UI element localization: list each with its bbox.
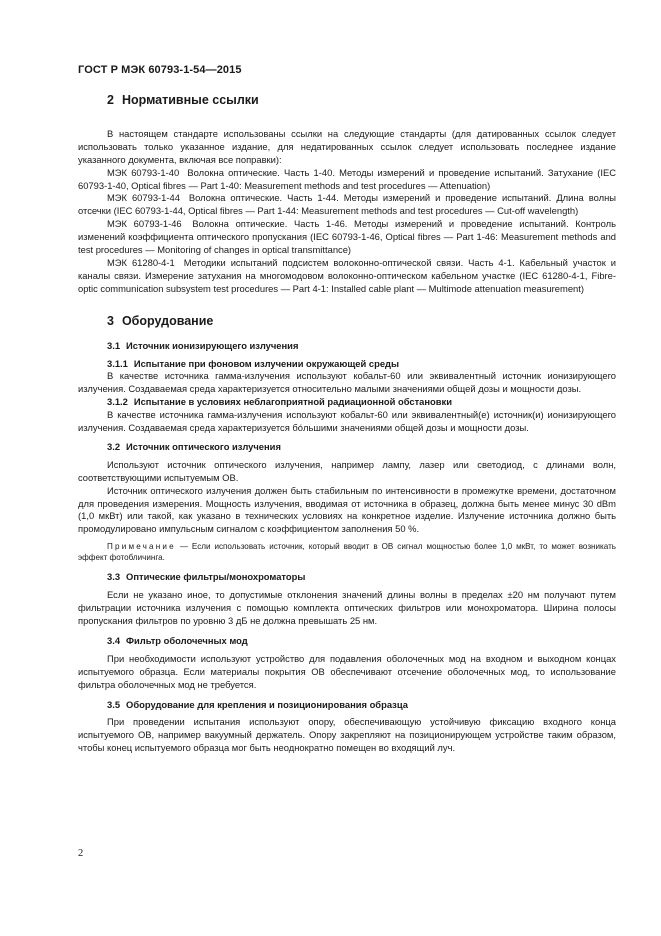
subsection-3-1-number: 3.1 [107,339,121,351]
subsection-3-2-text-2: Источник оптического излучения должен быть стабильным по интенсивности в промежутке времени, достаточном для проведения измерения. Мощность излучения, вводимая от источника в образец, должна быть менее минус 30 dBm (1,0 мкВт) или такой, как указано в технических условиях на конкретное изделие. Излучение источника должно быть промодулировано импульсным сигналом с коэффициентом заполнения 50 %. [78,484,616,535]
subsection-3-4-text: При необходимости используют устройство для подавления оболочечных мод на входном и выходном концах испытуемого образца. Если материалы покрытия ОВ обеспечивают отсечение оболочечных мод, то использование фильтра оболочечных мод не требуется. [78,652,616,690]
normative-ref-1-text: Волокна оптические. Часть 1-40. Методы измерений и проведение испытаний. Затухание (IEC 60793-1-40, Optical fibres — Part 1-40: Measurement methods and test procedures — Attenuation) [78,166,617,191]
normative-ref-2-code: МЭК 60793-1-44 [107,192,180,204]
normative-ref-2-text: Волокна оптические. Часть 1-44. Методы измерений и проведение испытаний. Длина волны отсечки (IEC 60793-1-44, Optical fibres — Part 1-44: Measurement methods and test procedures — Cut-off wavelength) [78,192,616,217]
page-content [78,94,616,755]
subsection-3-3-heading [78,571,616,584]
subsection-3-4-number: 3.4 [107,634,121,646]
subsection-3-4-heading [78,635,616,648]
subsection-3-5-text: При проведении испытания используют опору, обеспечивающую устойчивую фиксацию входного конца испытуемого ОВ, например вакуумный держатель. Опору закрепляют на позиционирующем устройстве таким образом, чтобы конец испытуемого образца мог быть неоднократно помещен во входящий луч. [78,716,616,754]
subsection-3-2-note [78,541,616,563]
note-text: — Если использовать источник, который вводит в ОВ сигнал мощностью более 1,0 мкВт, то может возникать эффект фотобличинга. [78,542,617,563]
subsection-3-5-title: Оборудование для крепления и позиционирования образца [126,698,408,710]
note-label: Примечание [107,542,176,552]
normative-ref-2 [78,192,616,218]
subsection-3-2-number: 3.2 [107,440,121,452]
normative-ref-3-code: МЭК 60793-1-46 [107,218,182,230]
subsection-3-2-heading [78,441,616,454]
section-2-intro: В настоящем стандарте использованы ссылки на следующие стандарты (для датированных ссылок следует использовать только указанное издание, для недатированных ссылок следует использовать последнее издание указанного документа, включая все поправки): [78,127,616,165]
subsection-3-1-2-heading [78,396,616,409]
subsection-3-1-1-heading [78,358,616,371]
subsection-3-5-number: 3.5 [107,698,121,710]
subsection-3-2-text-1: Используют источник оптического излучения, например лампу, лазер или светодиод, с длинами волн, соответствующими испытуемым ОВ. [78,458,616,483]
subsection-3-1-2-text: В качестве источника гамма-излучения используют кобальт-60 или эквивалентный(е) источник(и) ионизирующего излучения. Создаваемая среда характеризуется бóльшими значениями общей дозы и мощности дозы. [78,409,616,434]
subsection-3-1-title: Источник ионизирующего излучения [126,339,299,351]
subsection-3-1-1-text: В качестве источника гамма-излучения используют кобальт-60 или эквивалентный источник ионизирующего излучения. Создаваемая среда характеризуется относительно малыми значениями общей дозы и мощности дозы. [78,370,616,395]
normative-ref-1 [78,167,616,193]
page-number: 2 [78,848,84,859]
section-3-title: Оборудование [121,313,214,328]
section-3-heading [78,315,616,328]
normative-ref-1-code: МЭК 60793-1-40 [107,166,180,178]
normative-ref-4-text: Методики испытаний подсистем волоконно-оптической связи. Часть 4-1. Кабельный участок и каналы связи. Измерение затухания на многомодовом волоконно-оптическом кабельном участке (IEC 61280-4-1, Fibre-optic communication subsystem test procedures — Part 4-1: Installed cable plant — Multimode attenuation measurement) [78,256,617,294]
normative-ref-4-code: МЭК 61280-4-1 [107,256,175,268]
normative-ref-3 [78,218,616,257]
subsection-3-1-2-number: 3.1.2 [107,396,128,408]
section-2-number: 2 [107,93,114,107]
subsection-3-4-title: Фильтр оболочечных мод [126,634,248,646]
subsection-3-5-heading [78,699,616,712]
section-3-number: 3 [107,313,114,328]
normative-ref-3-text: Волокна оптические. Часть 1-46. Методы измерений и проведение испытаний. Контроль изменений коэффициента оптического пропускания (IEC 60793-1-46, Optical fibres — Part 1-46: Measurement methods and test procedures — Monitoring of changes in optical transmittance) [78,218,617,256]
section-2-heading [78,94,616,107]
subsection-3-3-number: 3.3 [107,571,121,583]
subsection-3-3-text: Если не указано иное, то допустимые отклонения значений длины волны в пределах ±20 нм получают путем фильтрации источника излучения с помощью комплекта оптических фильтров или монохроматора. Ширина полосы пропускания фильтров по уровню 3 дБ не должна превышать 25 нм. [78,589,616,626]
subsection-3-2-title: Источник оптического излучения [126,440,281,452]
subsection-3-1-1-number: 3.1.1 [107,357,128,369]
normative-ref-4 [78,257,616,296]
subsection-3-1-1-title: Испытание при фоновом излучении окружающей среды [133,357,399,369]
subsection-3-3-title: Оптические фильтры/монохроматоры [126,571,306,583]
section-2-title: Нормативные ссылки [121,93,259,107]
subsection-3-1-2-title: Испытание в условиях неблагоприятной радиационной обстановки [133,396,452,408]
document-header-code: ГОСТ Р МЭК 60793-1-54—2015 [78,64,242,76]
subsection-3-1-heading [78,340,616,353]
